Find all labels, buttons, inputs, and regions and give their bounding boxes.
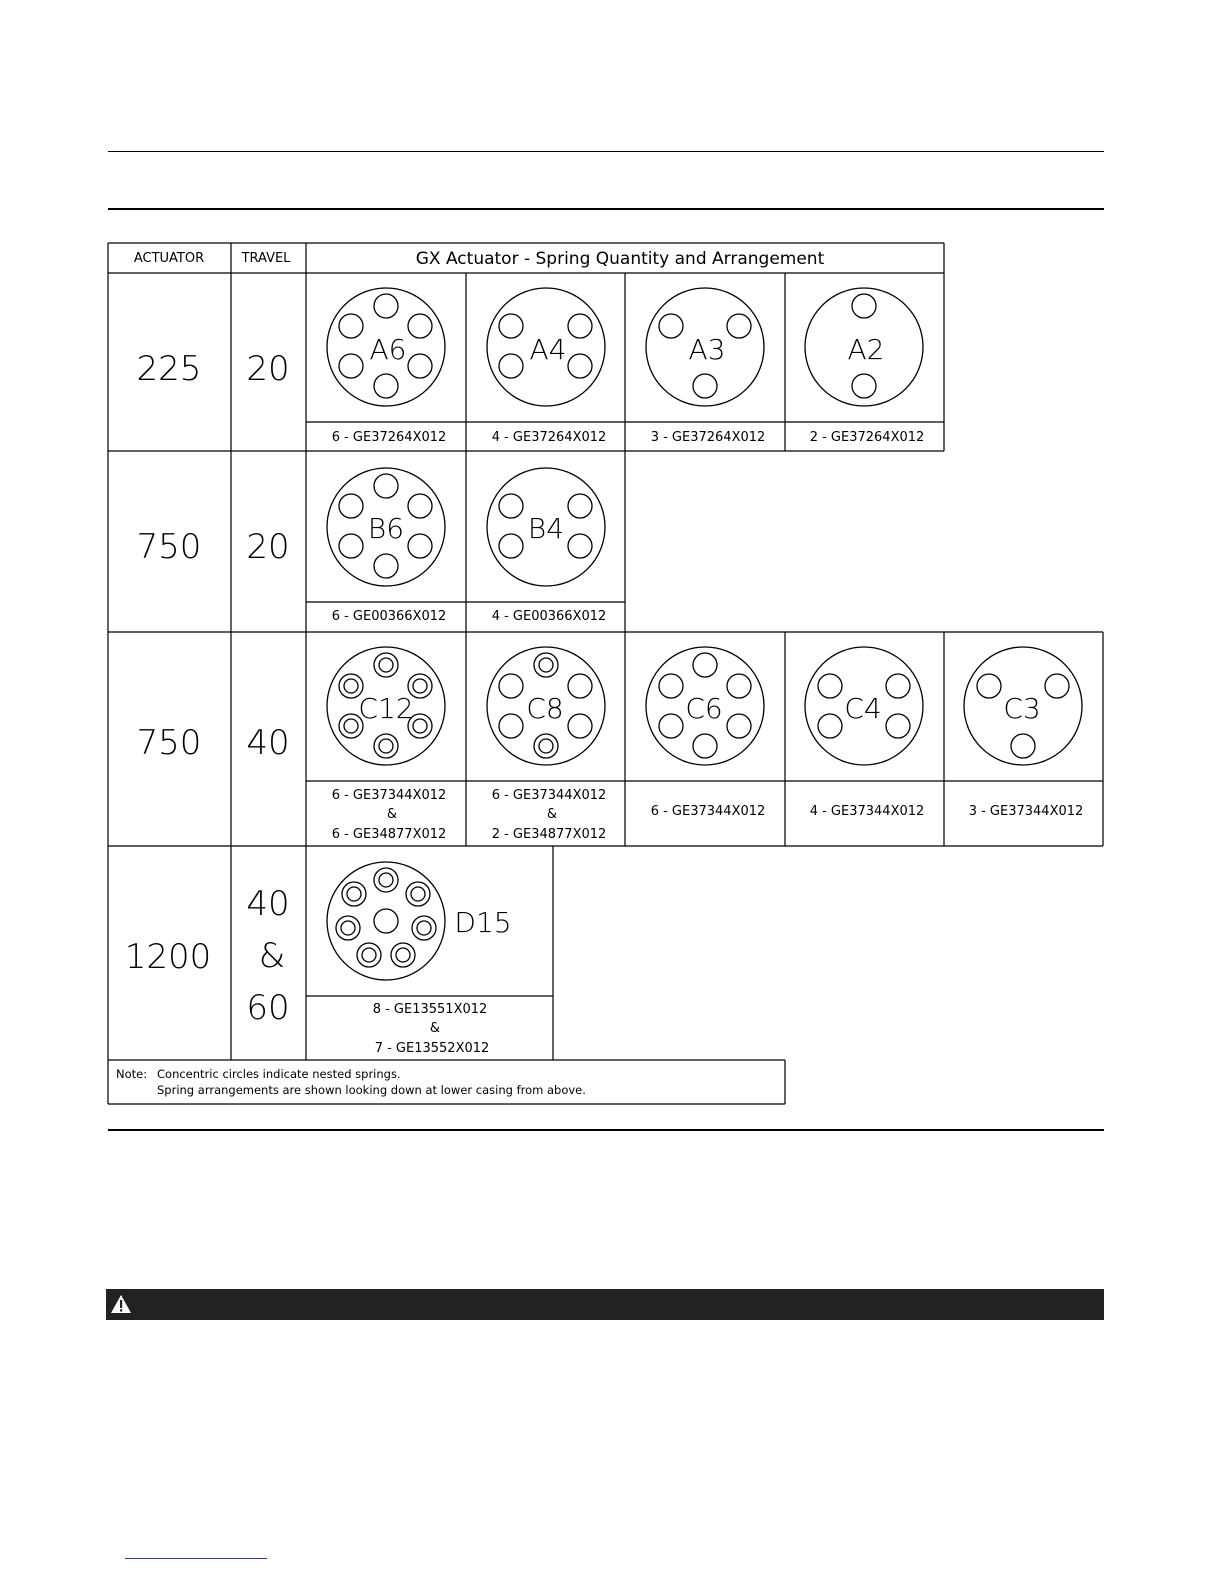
row2-actuator: 750	[136, 527, 202, 567]
arrangement-d15-diagram	[327, 862, 445, 980]
note-line-1: Concentric circles indicate nested springs.	[157, 1067, 401, 1081]
springs-b4: 4 - GE00366X012	[491, 609, 607, 624]
row4-travel-a: 40	[246, 884, 290, 924]
header-title: GX Actuator - Spring Quantity and Arrangement	[415, 249, 825, 269]
springs-c12-line1: 6 - GE37344X012	[331, 788, 447, 803]
springs-d15-line2: 7 - GE13552X012	[374, 1041, 490, 1056]
warning-triangle-icon	[110, 1294, 132, 1314]
code-c3: C3	[1003, 692, 1041, 725]
springs-c3: 3 - GE37344X012	[968, 804, 1084, 819]
springs-c6: 6 - GE37344X012	[650, 804, 766, 819]
row1-actuator: 225	[136, 349, 202, 389]
springs-c4: 4 - GE37344X012	[809, 804, 925, 819]
spring-diagrams	[327, 288, 1082, 980]
code-a3: A3	[688, 333, 726, 366]
springs-c8-amp: &	[546, 807, 558, 822]
springs-a3: 3 - GE37264X012	[650, 430, 766, 445]
warning-banner	[106, 1289, 1104, 1320]
header-actuator: ACTUATOR	[133, 251, 205, 266]
row4-travel-amp: &	[258, 936, 286, 976]
footer-link-underline	[125, 1558, 267, 1559]
row3-actuator: 750	[136, 723, 202, 763]
code-a2: A2	[847, 333, 885, 366]
row1-travel: 20	[246, 349, 290, 389]
springs-d15-line1: 8 - GE13551X012	[372, 1002, 488, 1017]
note-line-2: Spring arrangements are shown looking down at lower casing from above.	[157, 1083, 586, 1097]
code-c6: C6	[685, 692, 723, 725]
springs-a4: 4 - GE37264X012	[491, 430, 607, 445]
header-travel: TRAVEL	[241, 251, 291, 266]
row4-travel-b: 60	[246, 988, 290, 1028]
code-b4: B4	[527, 512, 565, 545]
springs-d15-amp: &	[429, 1021, 441, 1036]
code-c12: C12	[358, 692, 414, 725]
code-a6: A6	[369, 333, 407, 366]
springs-a6: 6 - GE37264X012	[331, 430, 447, 445]
springs-b6: 6 - GE00366X012	[331, 609, 447, 624]
row3-travel: 40	[246, 723, 290, 763]
springs-c8-line1: 6 - GE37344X012	[491, 788, 607, 803]
springs-c12-amp: &	[386, 807, 398, 822]
springs-a2: 2 - GE37264X012	[809, 430, 925, 445]
code-b6: B6	[367, 512, 405, 545]
note-label: Note:	[116, 1067, 148, 1081]
row4-actuator: 1200	[124, 937, 212, 977]
row2-travel: 20	[246, 527, 290, 567]
springs-c12-line2: 6 - GE34877X012	[331, 827, 447, 842]
code-d15: D15	[454, 906, 512, 939]
springs-c8-line2: 2 - GE34877X012	[491, 827, 607, 842]
code-a4: A4	[529, 333, 567, 366]
code-c8: C8	[526, 692, 564, 725]
code-c4: C4	[844, 692, 882, 725]
